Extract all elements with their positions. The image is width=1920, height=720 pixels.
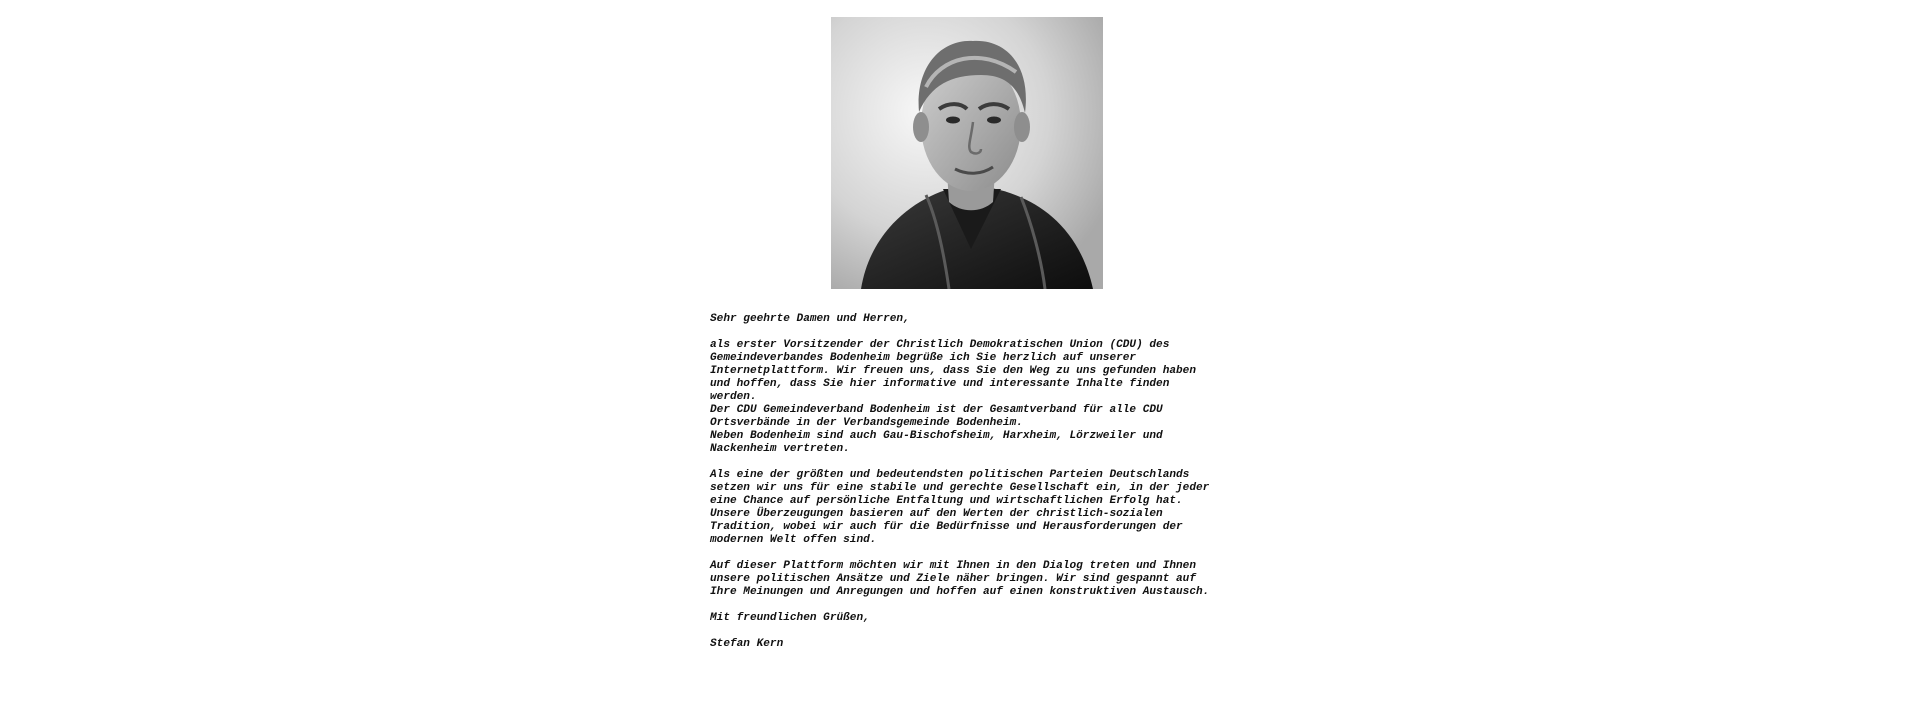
text-line: und hoffen, dass Sie hier informative und interessante Inhalte finden (710, 378, 1170, 390)
text-line: Internetplattform. Wir freuen uns, dass Sie den Weg zu uns gefunden haben (710, 365, 1196, 377)
text-line: werden. (710, 391, 757, 403)
text-line: eine Chance auf persönliche Entfaltung und wirtschaftlichen Erfolg hat. (710, 495, 1183, 507)
text-line: als erster Vorsitzender der Christlich Demokratischen Union (CDU) des (710, 339, 1170, 351)
text-line: setzen wir uns für eine stabile und gerechte Gesellschaft ein, in der jeder (710, 482, 1210, 494)
text-line: unsere politischen Ansätze und Ziele näher bringen. Wir sind gespannt auf (710, 573, 1196, 585)
text-line: modernen Welt offen sind. (710, 534, 877, 546)
welcome-letter (710, 313, 1230, 664)
portrait-illustration (831, 17, 1103, 289)
text-line: Gemeindeverbandes Bodenheim begrüße ich Sie herzlich auf unserer (710, 352, 1137, 364)
text-line: Unsere Überzeugungen basieren auf den Werten der christlich-sozialen (710, 508, 1163, 520)
text-line: Als eine der größten und bedeutendsten politischen Parteien Deutschlands (710, 469, 1190, 481)
text-line: Neben Bodenheim sind auch Gau-Bischofsheim, Harxheim, Lörzweiler und (710, 430, 1163, 442)
paragraph-intro (710, 339, 1230, 456)
salutation: Sehr geehrte Damen und Herren, (710, 313, 910, 325)
text-line: Ortsverbände in der Verbandsgemeinde Bodenheim. (710, 417, 1023, 429)
closing: Mit freundlichen Grüßen, (710, 612, 870, 624)
text-line: Der CDU Gemeindeverband Bodenheim ist der Gesamtverband für alle CDU (710, 404, 1163, 416)
paragraph-dialog (710, 560, 1230, 599)
paragraph-values (710, 469, 1230, 547)
portrait-photo (831, 17, 1103, 289)
text-line: Auf dieser Plattform möchten wir mit Ihnen in den Dialog treten und Ihnen (710, 560, 1196, 572)
text-line: Tradition, wobei wir auch für die Bedürfnisse und Herausforderungen der (710, 521, 1183, 533)
signature: Stefan Kern (710, 638, 784, 650)
text-line: Nackenheim vertreten. (710, 443, 850, 455)
text-line: Ihre Meinungen und Anregungen und hoffen auf einen konstruktiven Austausch. (710, 586, 1210, 598)
